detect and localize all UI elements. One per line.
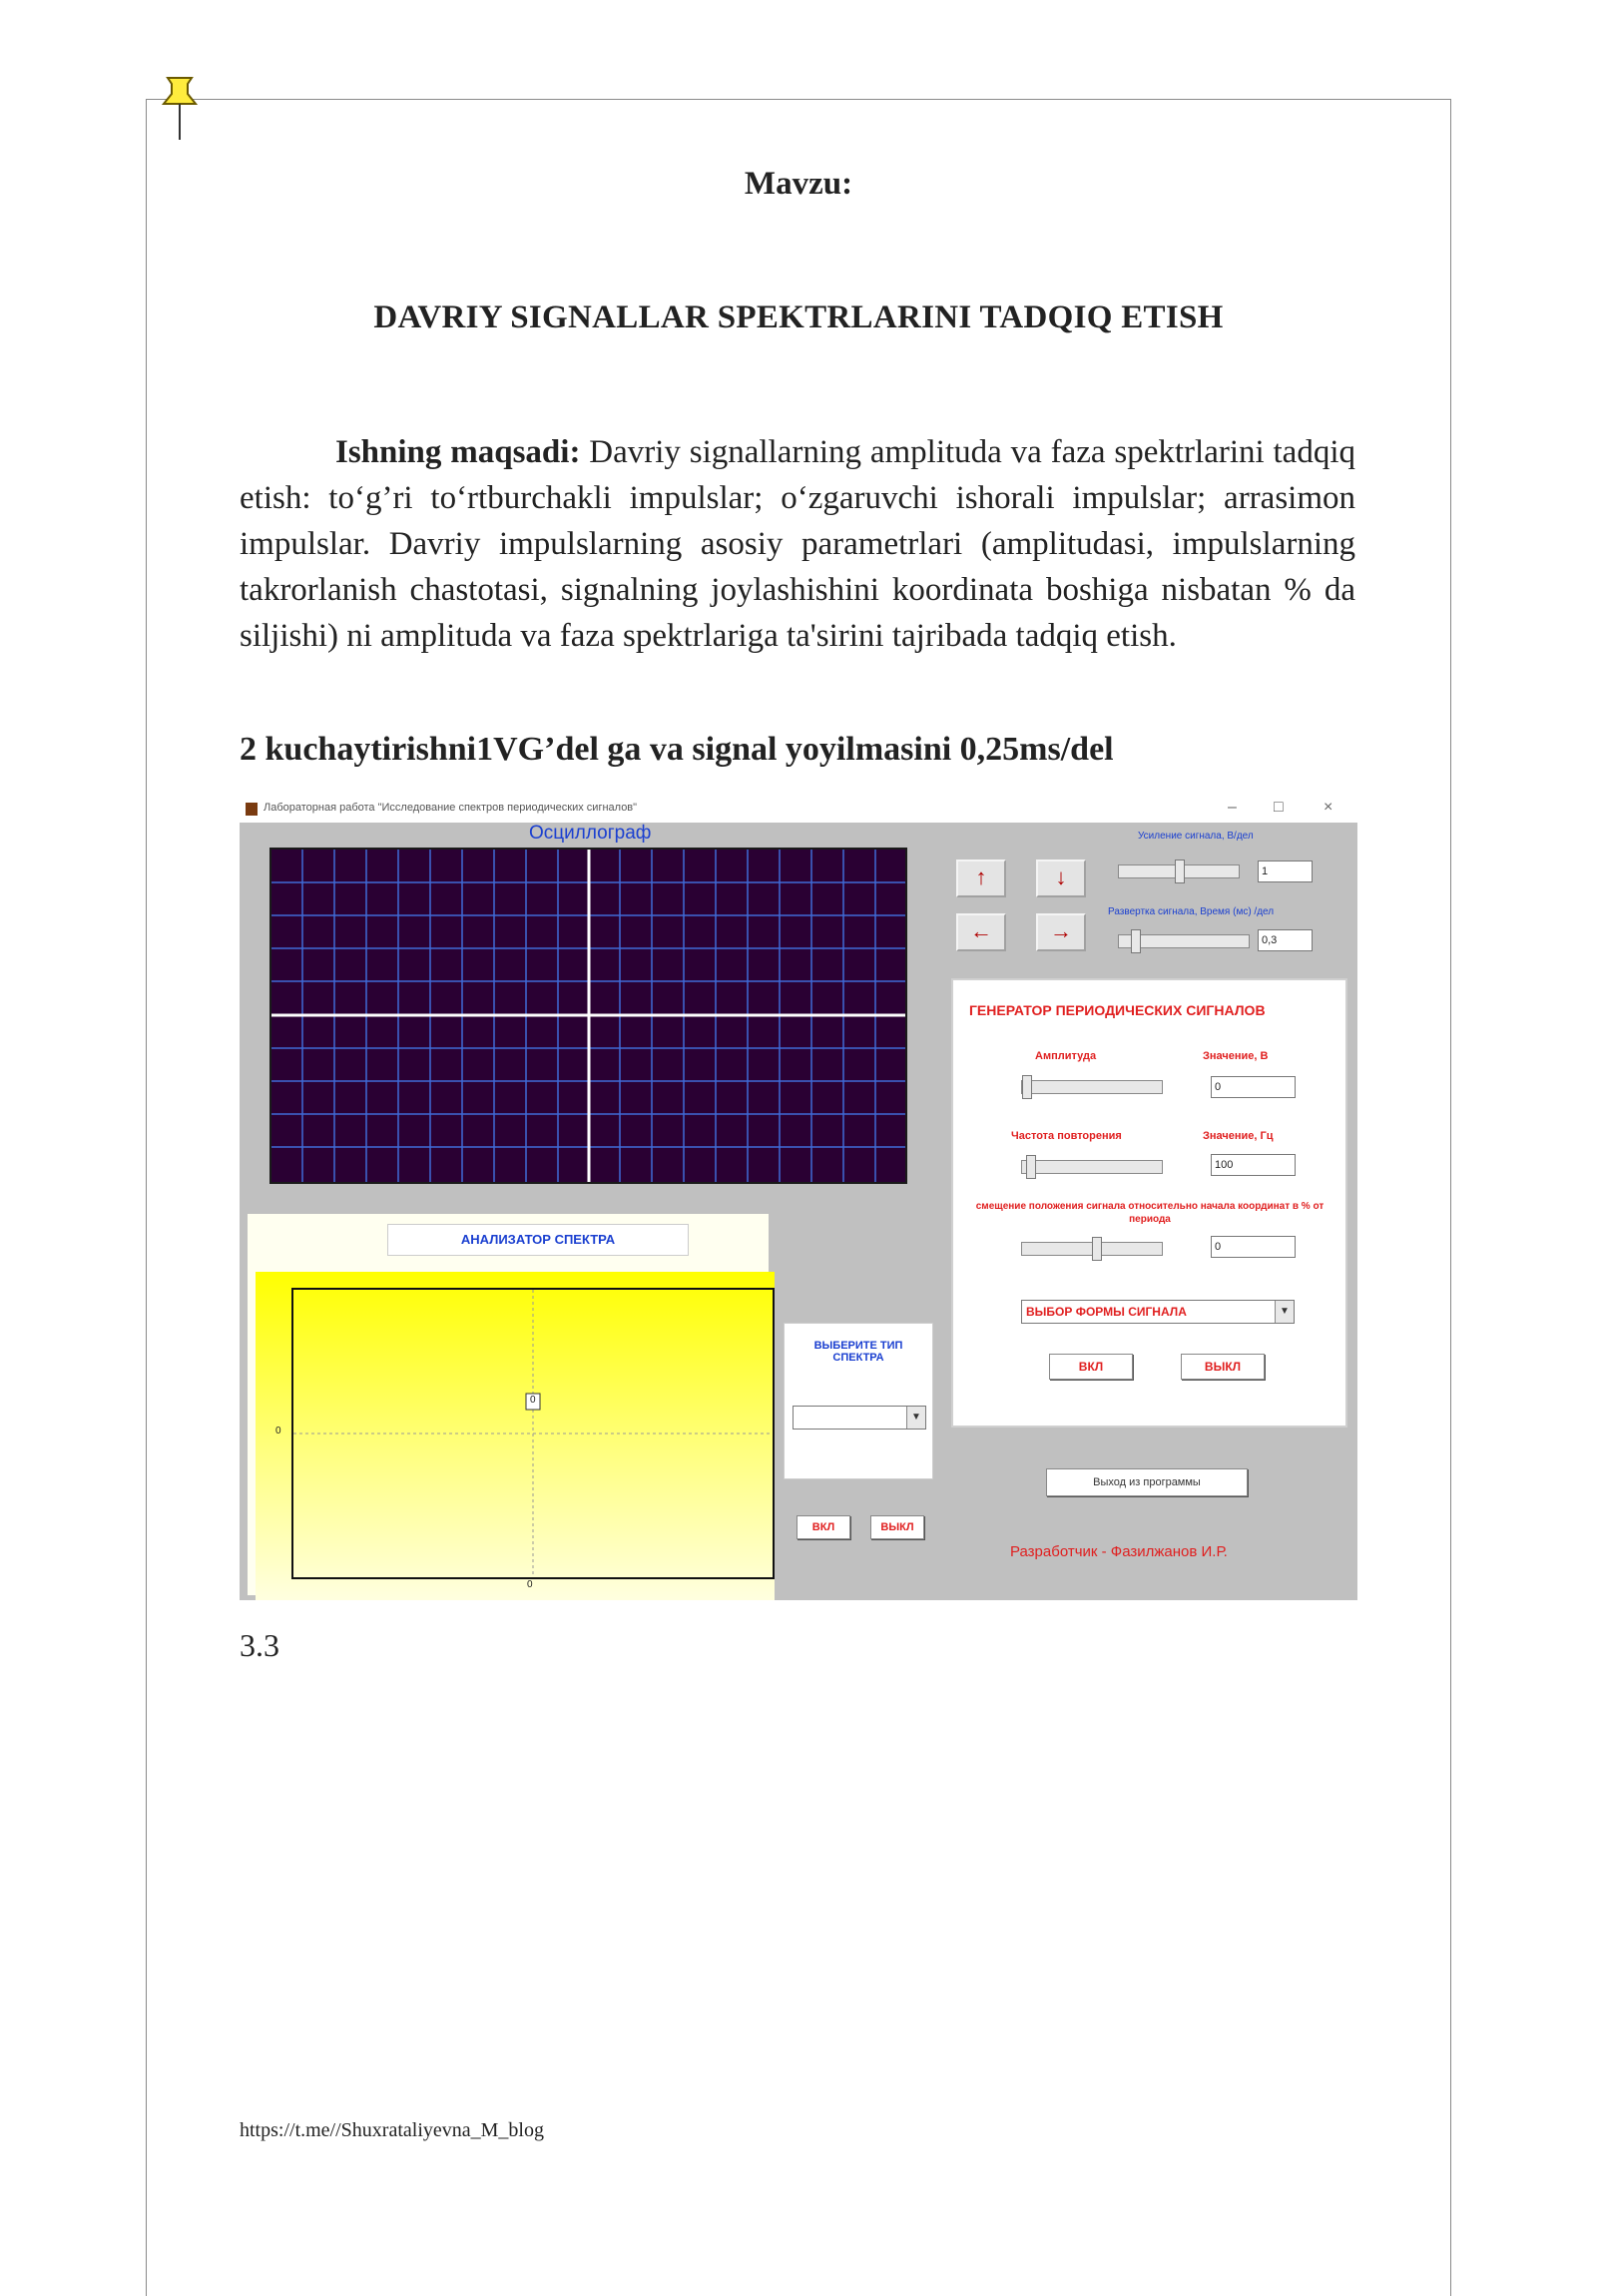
oscilloscope-title: Осциллограф <box>529 823 652 844</box>
spectrum-title: АНАЛИЗАТОР СПЕКТРА <box>387 1224 689 1256</box>
footer-url[interactable]: https://t.me//Shuxrataliyevna_M_blog <box>240 2119 544 2141</box>
lab-app-window <box>240 797 1357 1600</box>
oscilloscope-grid <box>271 850 905 1182</box>
amplitude-value[interactable]: 0 <box>1211 1076 1296 1098</box>
spectrum-plot <box>291 1288 775 1579</box>
generator-on-button[interactable]: ВКЛ <box>1049 1354 1133 1380</box>
frequency-label: Частота повторения <box>1011 1130 1122 1142</box>
frequency-value-label: Значение, Гц <box>1203 1130 1274 1142</box>
generator-off-button[interactable]: ВЫКЛ <box>1181 1354 1265 1380</box>
spectrum-off-button[interactable]: ВЫКЛ <box>870 1515 924 1539</box>
spectrum-type-label: ВЫБЕРИТЕ ТИП СПЕКТРА <box>813 1340 903 1364</box>
developer-credit: Разработчик - Фазилжанов И.Р. <box>1010 1543 1228 1560</box>
page-title: DAVRIY SIGNALLAR SPEKTRLARINI TADQIQ ETISH <box>373 299 1224 335</box>
sweep-slider[interactable] <box>1118 934 1250 948</box>
amplitude-thumb[interactable] <box>1022 1075 1032 1099</box>
window-titlebar <box>240 797 1357 823</box>
pushpin-icon <box>160 74 200 142</box>
spectrum-axes <box>293 1290 773 1577</box>
frequency-slider[interactable] <box>1021 1160 1163 1174</box>
minimize-button[interactable]: – <box>1228 799 1237 816</box>
spectrum-x-zero: 0 <box>527 1579 533 1590</box>
shift-down-button[interactable]: ↓ <box>1036 860 1086 897</box>
shift-right-button[interactable]: → <box>1036 913 1086 951</box>
offset-value[interactable]: 0 <box>1211 1236 1296 1258</box>
spectrum-type-panel <box>784 1323 933 1479</box>
waveform-select[interactable] <box>1021 1300 1295 1324</box>
signal-generator-panel <box>951 978 1347 1428</box>
close-button[interactable]: × <box>1324 799 1333 816</box>
signal-gain-slider[interactable] <box>1118 864 1240 878</box>
goal-label: Ishning maqsadi: <box>335 434 581 470</box>
spectrum-type-select[interactable] <box>793 1406 926 1430</box>
spectrum-y-zero: 0 <box>275 1426 281 1436</box>
amplitude-slider[interactable] <box>1021 1080 1163 1094</box>
chevron-down-icon[interactable]: ▼ <box>1275 1301 1294 1323</box>
maximize-button[interactable]: □ <box>1274 799 1284 816</box>
oscilloscope-screen <box>269 848 907 1184</box>
sweep-thumb[interactable] <box>1131 929 1141 953</box>
offset-slider[interactable] <box>1021 1242 1163 1256</box>
offset-label: смещение положения сигнала относительно начала координат в % от периода <box>975 1201 1325 1225</box>
goal-paragraph <box>240 429 1355 659</box>
topic-label: Mavzu: <box>744 166 853 202</box>
app-icon <box>246 803 258 816</box>
sweep-label: Развертка сигнала, Время (мс) /дел <box>1108 906 1275 917</box>
spectrum-on-button[interactable]: ВКЛ <box>797 1515 850 1539</box>
spectrum-analyzer-panel <box>248 1214 769 1595</box>
amplitude-value-label: Значение, В <box>1203 1050 1269 1062</box>
generator-title: ГЕНЕРАТОР ПЕРИОДИЧЕСКИХ СИГНАЛОВ <box>969 1002 1266 1018</box>
shift-left-button[interactable]: ← <box>956 913 1006 951</box>
signal-gain-label: Усиление сигнала, В/дел <box>1138 831 1254 842</box>
subheading: 2 kuchaytirishni1VG’del ga va signal yoyilmasini 0,25ms/del <box>240 731 1114 768</box>
waveform-select-value: ВЫБОР ФОРМЫ СИГНАЛА <box>1026 1305 1187 1319</box>
spectrum-display <box>256 1272 775 1600</box>
frequency-thumb[interactable] <box>1026 1155 1036 1179</box>
window-title: Лабораторная работа "Исследование спектров периодических сигналов" <box>264 802 638 814</box>
figure-caption: 3.3 <box>240 1627 279 1663</box>
exit-button[interactable]: Выход из программы <box>1046 1468 1248 1496</box>
spectrum-center-marker: 0 <box>530 1395 536 1406</box>
frequency-value[interactable]: 100 <box>1211 1154 1296 1176</box>
goal-text: Davriy signallarning amplituda va faza spektrlarini tadqiq etish: to‘g’ri to‘rtburchakli impulslar; o‘zgaruvchi ishorali impulslar; arrasimon impulslar. Davriy impulslarning asosiy parametrlari (amplitudasi, impulslarning takrorlanish chastotasi, signalning joylashishini koordinata boshiga nisbatan % da siljishi) ni amplituda va faza spektrlariga ta'sirini tajribada tadqiq etish. <box>240 434 1355 654</box>
offset-thumb[interactable] <box>1092 1237 1102 1261</box>
sweep-value[interactable]: 0,3 <box>1258 929 1313 951</box>
shift-up-button[interactable]: ↑ <box>956 860 1006 897</box>
signal-gain-value[interactable]: 1 <box>1258 861 1313 882</box>
chevron-down-icon[interactable]: ▼ <box>906 1407 925 1429</box>
amplitude-label: Амплитуда <box>1035 1050 1097 1062</box>
signal-gain-thumb[interactable] <box>1175 860 1185 883</box>
